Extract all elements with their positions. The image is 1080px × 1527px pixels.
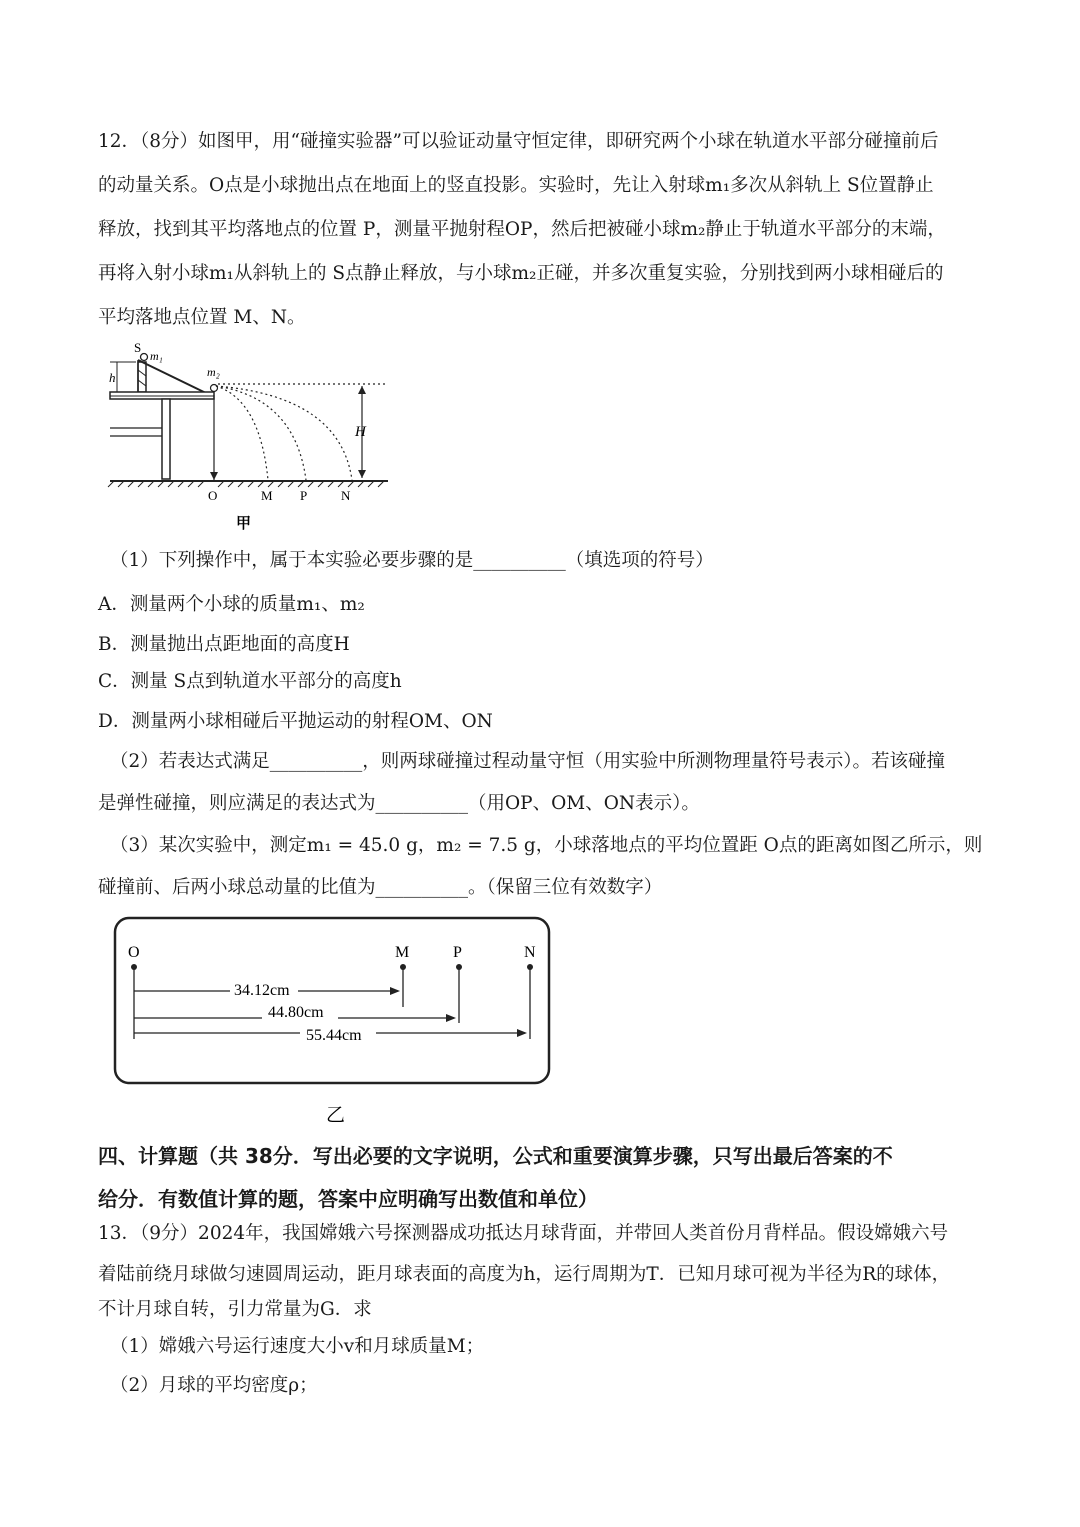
fig1-label-n: N — [341, 488, 351, 503]
q12-line-3: 释放，找到其平均落地点的位置 P，测量平抛射程OP，然后把被碰小球m₂静止于轨道水平部分的末端， — [98, 219, 946, 240]
fig2-point-p: P — [453, 944, 462, 961]
figure-jia — [100, 340, 400, 535]
fig1-label-m: M — [261, 488, 273, 503]
q12-option-a: A．测量两个小球的质量m₁、m₂ — [98, 594, 365, 615]
fig1-label-o: O — [208, 488, 218, 503]
fig2-distance-om: 34.12cm — [234, 982, 290, 999]
fig1-label-s: S — [134, 340, 142, 355]
fig2-point-o: O — [128, 944, 140, 961]
q12-sub2-line-2: 是弹性碰撞，则应满足的表达式为__________（用OP、OM、ON表示）。 — [98, 793, 700, 814]
q12-sub3-line-2: 碰撞前、后两小球总动量的比值为__________。（保留三位有效数字） — [98, 877, 663, 898]
q12-line-4: 再将入射小球m₁从斜轨上的 S点静止释放，与小球m₂正碰，并多次重复实验，分别找到两小球相碰后的 — [98, 263, 944, 284]
section-4-heading-line-1: 四、计算题（共 38分．写出必要的文字说明，公式和重要演算步骤，只写出最后答案的不 — [98, 1144, 893, 1168]
q12-option-c: C．测量 S点到轨道水平部分的高度h — [98, 671, 402, 692]
q13-sub2: （2）月球的平均密度ρ； — [110, 1375, 318, 1396]
q13-line-1: 13．（9分）2024年，我国嫦娥六号探测器成功抵达月球背面，并带回人类首份月背样品。假设嫦娥六号 — [98, 1223, 949, 1244]
q13-sub1: （1）嫦娥六号运行速度大小v和月球质量M； — [110, 1336, 485, 1357]
fig2-distance-on: 55.44cm — [306, 1027, 362, 1044]
q13-line-3: 不计月球自转，引力常量为G．求 — [98, 1299, 372, 1320]
fig1-label-p: P — [300, 488, 308, 503]
fig2-distance-op: 44.80cm — [268, 1004, 324, 1021]
q12-line-1: 12．（8分）如图甲，用“碰撞实验器”可以验证动量守恒定律，即研究两个小球在轨道水平部分碰撞前后 — [98, 131, 939, 152]
fig2-point-n: N — [524, 944, 536, 961]
q12-line-5: 平均落地点位置 M、N。 — [98, 307, 306, 328]
fig1-label-h: h — [109, 370, 116, 385]
q12-line-2: 的动量关系。O点是小球抛出点在地面上的竖直投影。实验时，先让入射球m₁多次从斜轨上 S位置静止 — [98, 175, 934, 196]
fig2-caption: 乙 — [326, 1105, 346, 1125]
q12-sub1: （1）下列操作中，属于本实验必要步骤的是__________（填选项的符号） — [110, 550, 714, 571]
q13-line-2: 着陆前绕月球做匀速圆周运动，距月球表面的高度为h，运行周期为T．已知月球可视为半径为R的球体， — [98, 1264, 951, 1285]
fig2-point-m: M — [395, 944, 410, 961]
q12-sub2-line-1: （2）若表达式满足__________，则两球碰撞过程动量守恒（用实验中所测物理量符号表示）。若该碰撞 — [110, 751, 946, 772]
q12-option-d: D．测量两小球相碰后平抛运动的射程OM、ON — [98, 711, 493, 732]
fig1-label-H: H — [355, 424, 366, 440]
fig1-label-m2: m₂ — [207, 365, 220, 379]
fig1-caption: 甲 — [236, 516, 252, 532]
q12-sub3-line-1: （3）某次实验中，测定m₁ = 45.0 g，m₂ = 7.5 g，小球落地点的平均位置距 O点的距离如图乙所示，则 — [110, 835, 983, 856]
fig1-label-m1: m₁ — [150, 349, 163, 363]
figure-yi — [112, 915, 554, 1125]
section-4-heading-line-2: 给分．有数值计算的题，答案中应明确写出数值和单位） — [98, 1187, 598, 1211]
q12-option-b: B．测量抛出点距地面的高度H — [98, 634, 350, 655]
